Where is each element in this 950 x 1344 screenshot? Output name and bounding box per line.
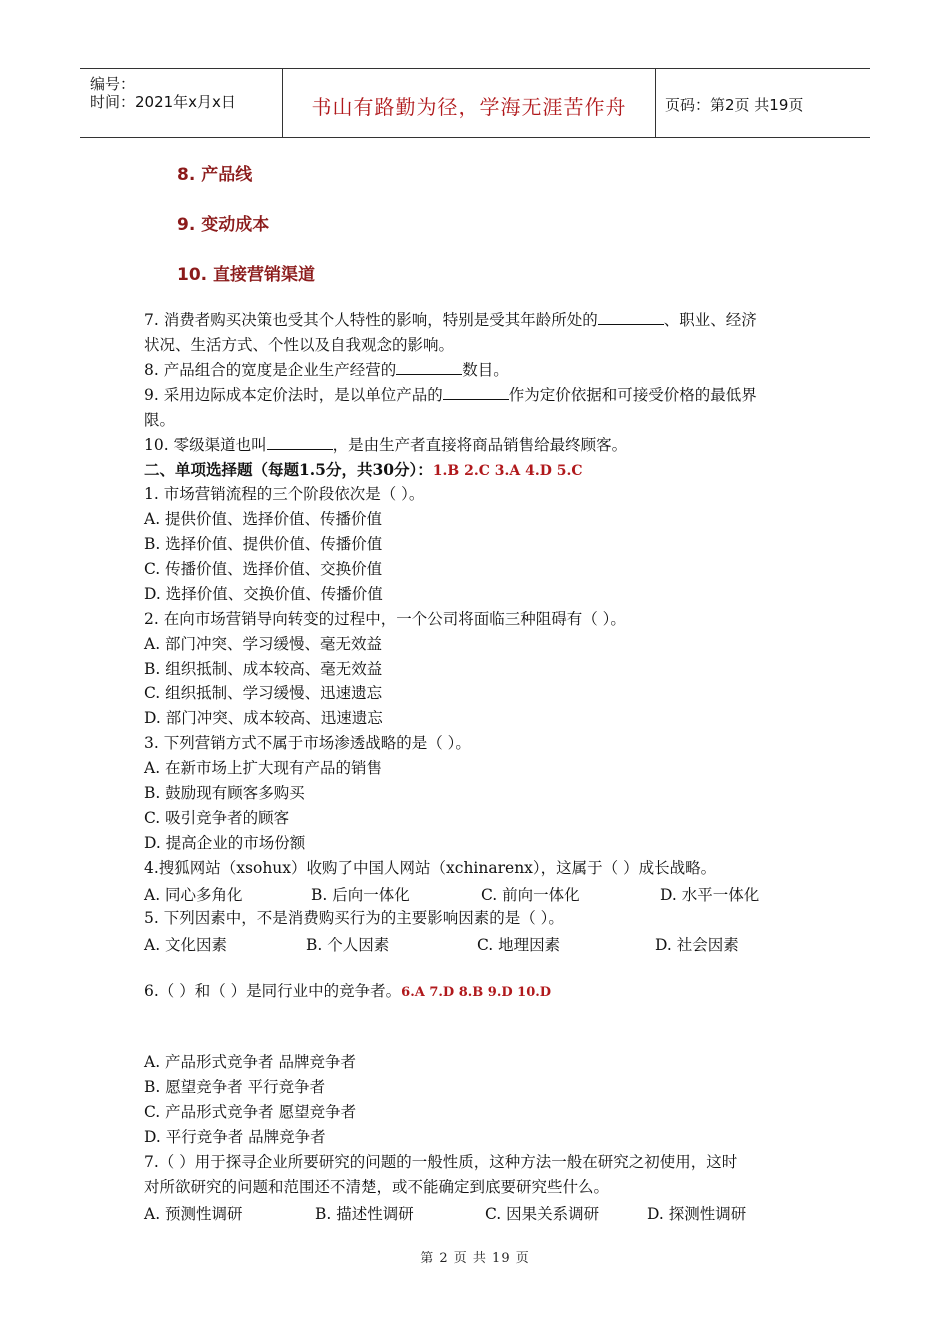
option: A. 同心多角化 [144,886,243,904]
question-3: 3. 下列营销方式不属于市场渗透战略的是（ ）。 [144,734,471,752]
document-number-label: 编号： [90,75,136,93]
option: C. 地理因素 [477,936,561,954]
heading-product-line: 8. 产品线 [177,165,253,185]
heading-variable-cost: 9. 变动成本 [177,215,270,235]
answer-blank [598,310,664,325]
option: A. 预测性调研 [144,1205,243,1223]
question-7-cont: 对所欲研究的问题和范围还不清楚，或不能确定到底要研究些什么。 [144,1178,610,1196]
page-footer: 第 2 页 共 19 页 [420,1251,530,1266]
option: D. 提高企业的市场份额 [144,834,306,852]
option: B. 个人因素 [306,936,390,954]
answer-key: 1.B 2.C 3.A 4.D 5.C [432,463,583,479]
option: C. 组织抵制、学习缓慢、迅速遗忘 [144,684,383,702]
option: B. 鼓励现有顾客多购买 [144,784,305,802]
option: C. 吸引竞争者的顾客 [144,809,290,827]
header-right-cell [655,69,870,137]
heading-direct-channel: 10. 直接营销渠道 [177,265,316,285]
answer-key: 6.A 7.D 8.B 9.D 10.D [401,985,552,1000]
option: A. 文化因素 [144,936,228,954]
option: D. 平行竞争者 品牌竞争者 [144,1128,326,1146]
header-motto: 书山有路勤为径，学海无涯苦作舟 [311,95,627,119]
option: D. 选择价值、交换价值、传播价值 [144,585,383,603]
page-header [80,68,870,138]
option-row [144,933,824,953]
option: A. 部门冲突、学习缓慢、毫无效益 [144,635,383,653]
option: D. 部门冲突、成本较高、迅速遗忘 [144,709,383,727]
answer-blank [443,385,509,400]
option-row [144,1202,824,1222]
option: C. 产品形式竞争者 愿望竞争者 [144,1103,357,1121]
fill-question-9-cont: 限。 [144,411,176,429]
section-title: 二、单项选择题（每题1.5分，共30分）：1.B 2.C 3.A 4.D 5.C [144,460,583,479]
option: D. 探测性调研 [647,1205,747,1223]
question-2: 2. 在向市场营销导向转变的过程中，一个公司将面临三种阻碍有（ ）。 [144,610,626,628]
header-center-cell [282,69,656,137]
option: B. 后向一体化 [311,886,410,904]
question-6: 6.（ ）和（ ）是同行业中的竞争者。6.A 7.D 8.B 9.D 10.D [144,982,552,1000]
option: A. 在新市场上扩大现有产品的销售 [144,759,383,777]
question-4: 4.搜狐网站（xsohux）收购了中国人网站（xchinarenx），这属于（ ）成长战略。 [144,859,717,877]
fill-question-8: 8. 产品组合的宽度是企业生产经营的 数目。 [144,361,509,379]
fill-question-7-cont: 状况、生活方式、个性以及自我观念的影响。 [144,336,455,354]
option: B. 组织抵制、成本较高、毫无效益 [144,660,383,678]
header-left-cell [80,69,282,137]
fill-question-9: 9. 采用边际成本定价法时，是以单位产品的 作为定价依据和可接受价格的最低界 [144,386,757,404]
question-1: 1. 市场营销流程的三个阶段依次是（ ）。 [144,485,425,503]
answer-blank [396,360,462,375]
header-page-info: 页码：第2页 共19页 [665,96,804,114]
option: A. 产品形式竞争者 品牌竞争者 [144,1053,356,1071]
option: C. 传播价值、选择价值、交换价值 [144,560,383,578]
option: A. 提供价值、选择价值、传播价值 [144,510,383,528]
fill-question-10: 10. 零级渠道也叫 ，是由生产者直接将商品销售给最终顾客。 [144,436,628,454]
option: C. 因果关系调研 [485,1205,600,1223]
document-date: 时间：2021年x月x日 [90,93,236,111]
option-row [144,883,824,903]
question-7: 7.（ ）用于探寻企业所要研究的问题的一般性质，这种方法一般在研究之初使用，这时 [144,1153,738,1171]
fill-question-7: 7. 消费者购买决策也受其个人特性的影响，特别是受其年龄所处的 、职业、经济 [144,311,757,329]
option: B. 描述性调研 [315,1205,414,1223]
option: B. 愿望竞争者 平行竞争者 [144,1078,326,1096]
option: C. 前向一体化 [481,886,580,904]
option: B. 选择价值、提供价值、传播价值 [144,535,383,553]
question-5: 5. 下列因素中，不是消费购买行为的主要影响因素的是（ ）。 [144,909,564,927]
option: D. 水平一体化 [660,886,760,904]
option: D. 社会因素 [655,936,739,954]
answer-blank [267,435,333,450]
